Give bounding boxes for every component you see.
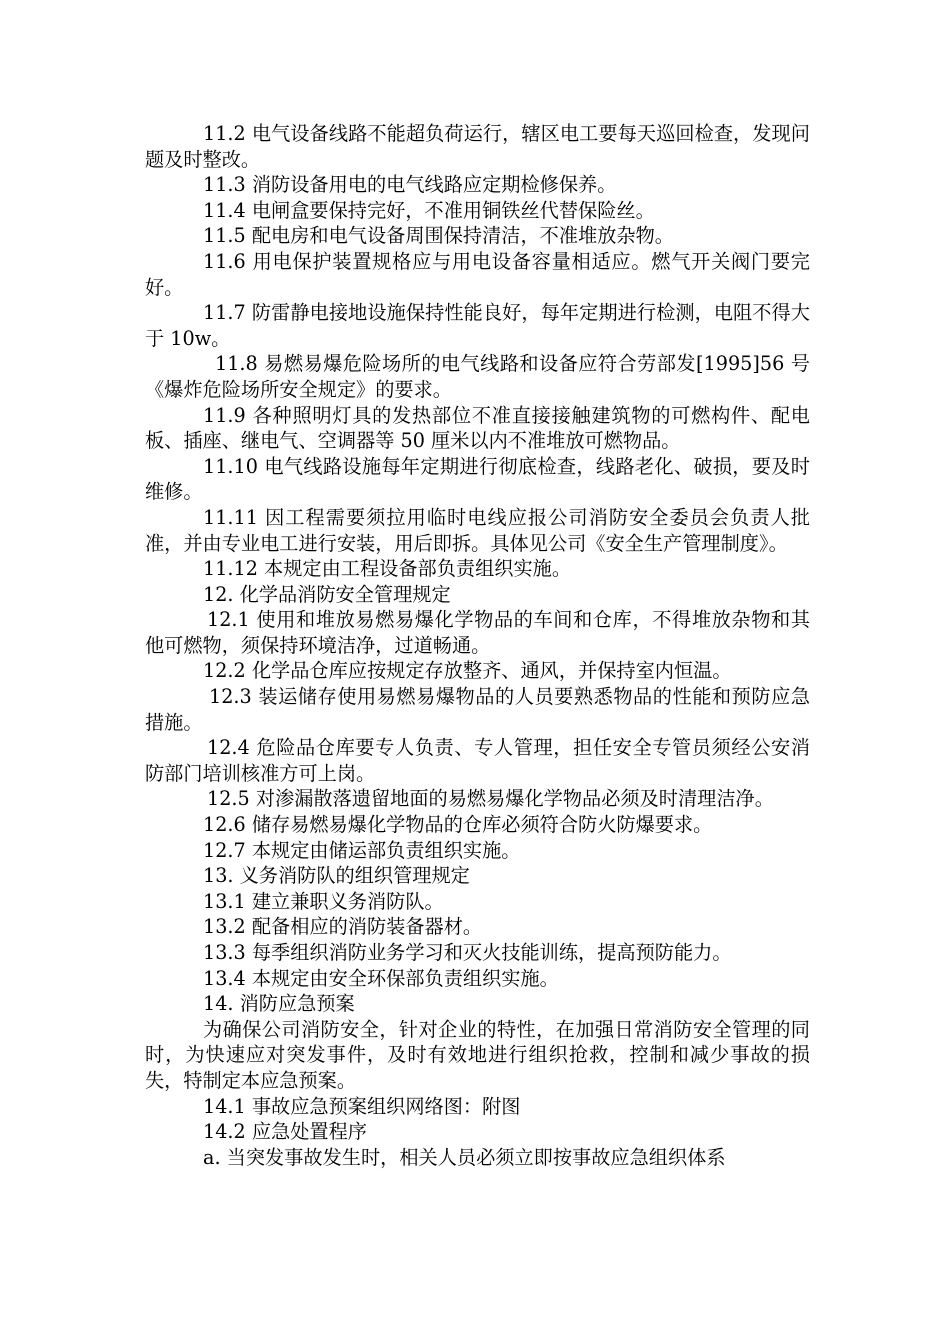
paragraph-11-4: 11.4 电闸盒要保持完好，不准用铜铁丝代替保险丝。 <box>203 198 655 222</box>
section-heading-13: 13. 义务消防队的组织管理规定 <box>203 864 470 888</box>
paragraph-13-2: 13.2 配备相应的消防装备器材。 <box>203 915 483 939</box>
paragraph-12-2: 12.2 化学品仓库应按规定存放整齐、通风，并保持室内恒温。 <box>203 659 732 683</box>
paragraph-14-1: 14.1 事故应急预案组织网络图：附图 <box>203 1094 521 1118</box>
paragraph-11-7: 11.7 防雷静电接地设施保持性能良好，每年定期进行检测，电阻不得大于 10w。 <box>145 301 810 350</box>
paragraph-14-intro: 为确保公司消防安全，针对企业的特性，在加强日常消防安全管理的同时，为快速应对突发事件，及时有效地进行组织抢救，控制和减少事故的损失，特制定本应急预案。 <box>145 1017 810 1092</box>
paragraph-12-1: 12.1 使用和堆放易燃易爆化学物品的车间和仓库，不得堆放杂物和其他可燃物，须保持环境洁净，过道畅通。 <box>145 608 810 657</box>
paragraph-12-7: 12.7 本规定由储运部负责组织实施。 <box>203 838 521 862</box>
section-heading-14: 14. 消防应急预案 <box>203 992 355 1016</box>
paragraph-11-9: 11.9 各种照明灯具的发热部位不准直接接触建筑物的可燃构件、配电板、插座、继电气、空调器等 50 厘米以内不准堆放可燃物品。 <box>145 403 810 453</box>
paragraph-13-4: 13.4 本规定由安全环保部负责组织实施。 <box>203 966 559 990</box>
paragraph-14-2: 14.2 应急处置程序 <box>203 1120 367 1144</box>
paragraph-12-5: 12.5 对渗漏散落遗留地面的易燃易爆化学物品必须及时清理洁净。 <box>207 787 774 811</box>
document-body <box>145 121 810 1170</box>
paragraph-12-3: 12.3 装运储存使用易燃易爆物品的人员要熟悉物品的性能和预防应急措施。 <box>145 685 810 734</box>
paragraph-11-5: 11.5 配电房和电气设备周围保持清洁，不准堆放杂物。 <box>203 224 674 248</box>
paragraph-14-2-a: a. 当突发事故发生时，相关人员必须立即按事故应急组织体系 <box>203 1145 726 1169</box>
paragraph-11-3: 11.3 消防设备用电的电气线路应定期检修保养。 <box>203 173 617 197</box>
paragraph-12-6: 12.6 储存易燃易爆化学物品的仓库必须符合防火防爆要求。 <box>203 813 713 837</box>
paragraph-11-2: 11.2 电气设备线路不能超负荷运行，辖区电工要每天巡回检查，发现问题及时整改。 <box>145 122 810 171</box>
section-heading-12: 12. 化学品消防安全管理规定 <box>203 582 451 606</box>
paragraph-11-12: 11.12 本规定由工程设备部负责组织实施。 <box>203 557 572 581</box>
paragraph-13-3: 13.3 每季组织消防业务学习和灭火技能训练，提高预防能力。 <box>203 941 732 964</box>
paragraph-11-11: 11.11 因工程需要须拉用临时电线应报公司消防安全委员会负责人批准，并由专业电工进行安装，用后即拆。具体见公司《安全生产管理制度》。 <box>145 505 810 555</box>
paragraph-11-10: 11.10 电气线路设施每年定期进行彻底检查，线路老化、破损，要及时维修。 <box>145 454 810 504</box>
paragraph-11-6: 11.6 用电保护装置规格应与用电设备容量相适应。燃气开关阀门要完好。 <box>145 249 810 299</box>
paragraph-11-8: 11.8 易燃易爆危险场所的电气线路和设备应符合劳部发[1995]56 号《爆炸危险场所安全规定》的要求。 <box>145 352 810 401</box>
paragraph-12-4: 12.4 危险品仓库要专人负责、专人管理，担任安全专管员须经公安消防部门培训核准方可上岗。 <box>145 736 810 785</box>
paragraph-13-1: 13.1 建立兼职义务消防队。 <box>203 889 444 913</box>
